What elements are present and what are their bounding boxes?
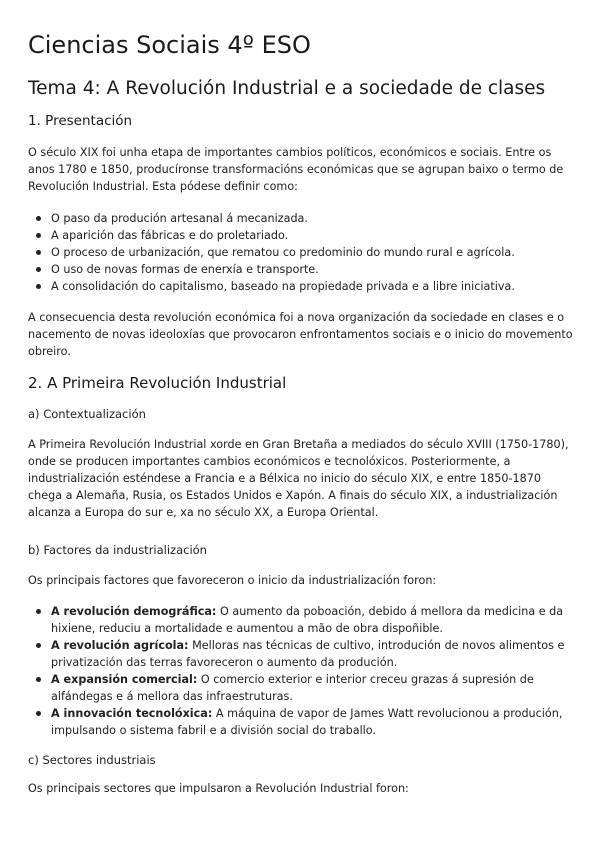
section-1-intro: O século XIX foi unha etapa de importantes cambios políticos, económicos e sociais. Entre os anos 1780 e 1850, producíronse transformacións económicas que se agrupan baixo o termo de Revolución Industrial. Esta pódese definir como:	[28, 146, 564, 193]
subsection-b-intro: Os principais factores que favoreceron o inicio da industrialización foron:	[28, 574, 437, 587]
section-1-closing: A consecuencia desta revolución económica foi a nova organización da sociedade en clases e o nacemento de novas ideoloxías que provocaron enfrontamentos sociais e o inicio do movemento obreiro.	[28, 311, 573, 358]
factor-term: A innovación tecnolóxica:	[51, 707, 213, 720]
list-item: O paso da produción artesanal á mecanizada.	[28, 210, 576, 227]
factor-term: A expansión comercial:	[51, 673, 198, 686]
subsection-a-text: A Primeira Revolución Industrial xorde en Gran Bretaña a mediados do século XVIII (1750-1780), onde se producen importantes cambios económicos e tecnolóxicos. Posteriormente, a industrialización esténdese a Francia e a Bélxica no inicio do século XIX, e entre 1850-1870 chega a Alemaña, Rusia, os Estados Unidos e Xapón. A finais do século XIX, a industrialización alcanza a Europa do sur e, xa no século XX, a Europa Oriental.	[28, 438, 569, 519]
factors-list	[28, 603, 576, 739]
topic-title: Tema 4: A Revolución Industrial e a sociedade de clases	[28, 78, 546, 99]
list-item	[28, 705, 576, 739]
subsection-a-heading: a) Contextualización	[28, 407, 146, 421]
factor-term: A revolución agrícola:	[51, 639, 189, 652]
section-2-heading: 2. A Primeira Revolución Industrial	[28, 374, 287, 392]
factor-text: A máquina de vapor de James Watt revolucionou a produción, impulsando o sistema fabril e a división social do traballo.	[51, 707, 563, 737]
subsection-c-heading: c) Sectores industriais	[28, 753, 156, 767]
section-1-list	[28, 210, 576, 295]
list-item: O uso de novas formas de enerxía e transporte.	[28, 261, 576, 278]
list-item	[28, 603, 576, 637]
subsection-c-intro: Os principais sectores que impulsaron a Revolución Industrial foron:	[28, 782, 409, 795]
list-item: A aparición das fábricas e do proletariado.	[28, 227, 576, 244]
section-1-heading: 1. Presentación	[28, 113, 133, 129]
list-item	[28, 637, 576, 671]
list-item: A consolidación do capitalismo, baseado na propiedade privada e a libre iniciativa.	[28, 278, 576, 295]
document-title: Ciencias Sociais 4º ESO	[28, 31, 311, 59]
factor-term: A revolución demográfica:	[51, 605, 217, 618]
subsection-b-heading: b) Factores da industrialización	[28, 543, 207, 557]
factor-text: Melloras nas técnicas de cultivo, introdución de novos alimentos e privatización das terras favoreceron o aumento da produción.	[51, 639, 565, 669]
factor-text: O comercio exterior e interior creceu grazas á supresión de alfándegas e á mellora das infraestruturas.	[51, 673, 534, 703]
list-item	[28, 671, 576, 705]
list-item: O proceso de urbanización, que rematou co predominio do mundo rural e agrícola.	[28, 244, 576, 261]
factor-text: O aumento da poboación, debido á mellora da medicina e da hixiene, reduciu a mortalidade e aumentou a mão de obra dispoñible.	[51, 605, 564, 635]
